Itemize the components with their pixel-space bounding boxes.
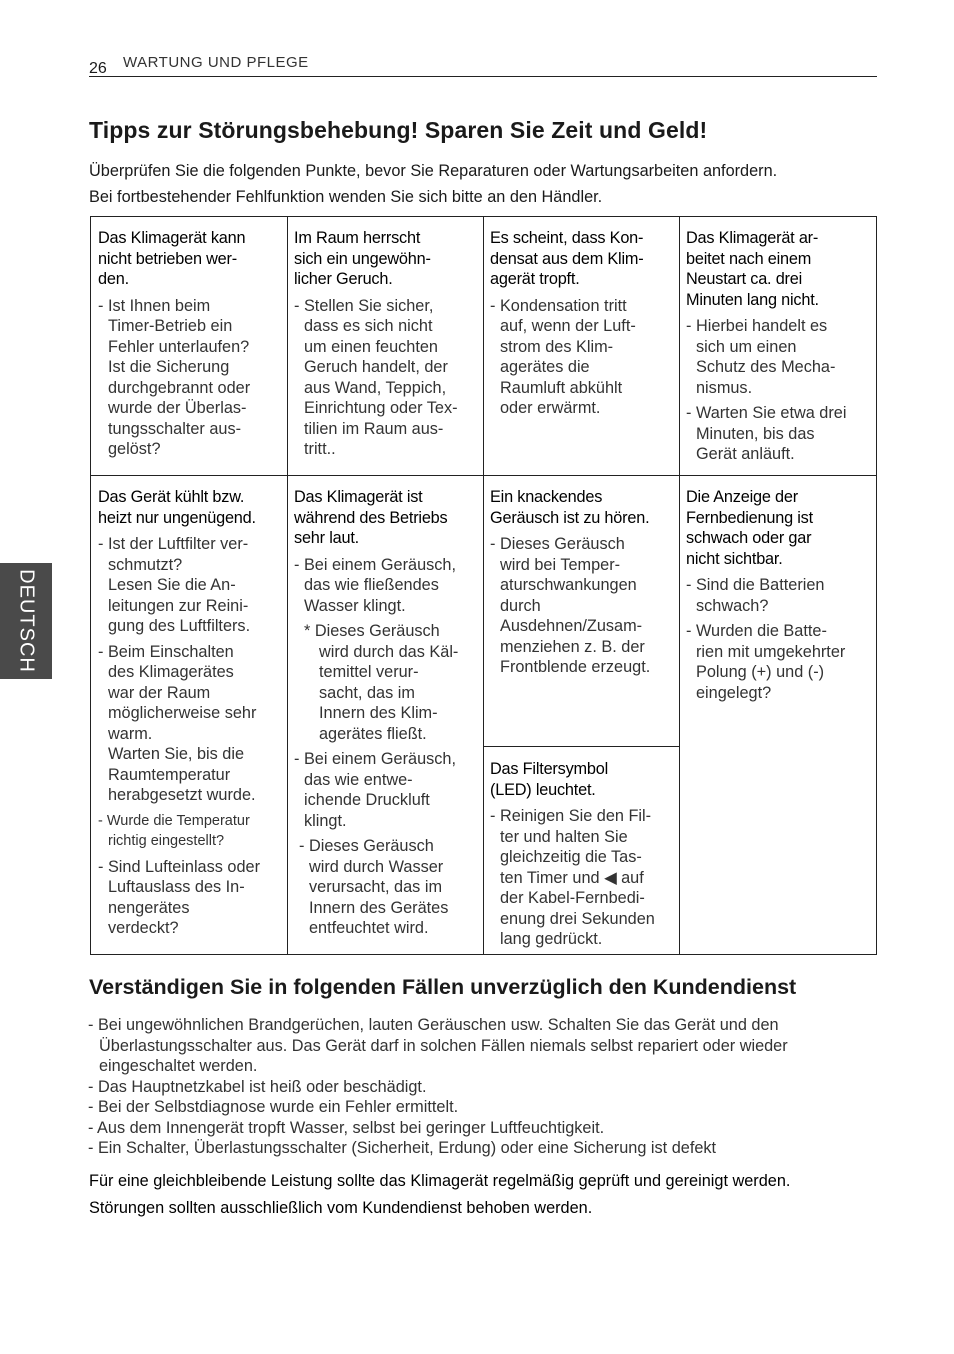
answer-line: Fehler unterlaufen? (108, 337, 250, 356)
footer-note (89, 1168, 790, 1222)
answer-line: ten Timer und ◀ auf (500, 868, 644, 887)
cell-answer (98, 296, 284, 460)
answer-line: Warten Sie, bis die (108, 745, 245, 763)
answer-line: agerätes fließt. (319, 724, 427, 743)
list-item: - Aus dem Innengerät tropft Wasser, selbst bei geringer Luftfeuchtigkeit. (88, 1118, 605, 1137)
answer-line: sich um einen (696, 337, 797, 356)
intro-text (89, 158, 777, 210)
answer-line: sacht, das im (319, 683, 415, 702)
cell-answer (294, 749, 480, 831)
question-line: licher Geruch. (294, 270, 393, 288)
cell-answer (686, 316, 872, 398)
table-cell (294, 228, 480, 465)
question-line: Es scheint, dass Kon- (490, 229, 644, 247)
answer-line: wird durch Wasser (309, 857, 444, 876)
cell-question (686, 487, 872, 569)
question-line: heizt nur ungenügend. (98, 508, 256, 527)
question-line: Neustart ca. drei (686, 270, 803, 288)
answer-line: ichende Druckluft (304, 791, 430, 809)
question-line: während des Betriebs (294, 508, 448, 527)
answer-line: durchgebrannt oder (108, 378, 251, 397)
answer-line: gung des Luftfilters. (108, 617, 251, 635)
list-item: - Das Hauptnetzkabel ist heiß oder beschädigt. (88, 1077, 427, 1096)
question-line: agerät tropft. (490, 270, 580, 288)
answer-line: wird bei Temper- (500, 555, 621, 574)
answer-line: lang gedrückt. (500, 930, 603, 948)
cell-answer (98, 811, 284, 852)
answer-line: wurde der Überlas- (108, 399, 247, 417)
list-item: - Bei der Selbstdiagnose wurde ein Fehler ermittelt. (88, 1098, 459, 1116)
question-line: (LED) leuchtet. (490, 780, 596, 799)
page-header (89, 52, 877, 77)
table-cell (490, 759, 676, 955)
answer-line: durch (500, 596, 541, 615)
cell-answer (304, 621, 480, 744)
cell-answer (98, 857, 284, 939)
answer-line: menziehen z. B. der (500, 637, 645, 656)
answer-line: Einrichtung oder Tex- (304, 399, 458, 417)
answer-line: strom des Klim- (500, 337, 614, 356)
answer-line: Geruch handelt, der (304, 358, 448, 376)
answer-line: gleichzeitig die Tas- (500, 848, 642, 866)
answer-line: das wie entwe- (304, 770, 413, 789)
cell-answer (686, 621, 872, 703)
answer-line: gelöst? (108, 440, 161, 458)
answer-line: leitungen zur Reini- (108, 596, 249, 615)
answer-line: verursacht, das im (309, 878, 443, 896)
question-line: Fernbedienung ist (686, 508, 813, 527)
question-line: sehr laut. (294, 529, 359, 547)
answer-line: Luftauslass des In- (108, 878, 245, 896)
answer-line: der Kabel-Fernbedi- (500, 889, 645, 907)
cell-question (490, 228, 676, 290)
question-line: Die Anzeige der (686, 488, 798, 506)
cell-answer (98, 642, 284, 806)
answer-line: warm. (108, 724, 153, 743)
question-line: den. (98, 270, 129, 288)
answer-line: - Sind Lufteinlass oder (98, 857, 261, 876)
answer-line: - Ist der Luftfilter ver- (98, 535, 249, 553)
table-divider (679, 217, 680, 954)
cell-answer (490, 806, 676, 950)
cell-question (294, 487, 480, 549)
answer-line: eingelegt? (696, 683, 772, 702)
answer-line: des Klimagerätes (108, 663, 234, 681)
table-cell (490, 487, 676, 683)
answer-line: - Hierbei handelt es (686, 317, 828, 335)
answer-line: richtig eingestellt? (108, 833, 225, 849)
footer-line: Störungen sollten ausschließlich vom Kundendienst behoben werden. (89, 1199, 593, 1217)
question-line: nicht sichtbar. (686, 549, 783, 568)
cell-answer (294, 296, 480, 460)
intro-line: Bei fortbestehender Fehlfunktion wenden Sie sich bitte an den Händler. (89, 188, 603, 206)
answer-line: Minuten, bis das (696, 424, 815, 443)
cell-answer (299, 836, 480, 939)
table-divider (91, 475, 876, 476)
question-line: Im Raum herrscht (294, 229, 421, 247)
answer-line: um einen feuchten (304, 337, 438, 356)
answer-line: - Wurden die Batte- (686, 622, 827, 640)
list-item: - Bei ungewöhnlichen Brandgerüchen, lauten Geräuschen usw. Schalten Sie das Gerät und den Überlastungsschalter aus. Das Gerät darf in solchen Fällen niemals selbst repariert oder wieder eingeschaltet werden. (88, 1016, 788, 1075)
service-list (88, 1015, 878, 1159)
table-cell (98, 487, 284, 944)
question-line: nicht betrieben wer- (98, 249, 237, 268)
answer-line: - Reinigen Sie den Fil- (490, 807, 652, 825)
cell-answer (294, 555, 480, 617)
question-line: beitet nach einem (686, 249, 812, 268)
cell-question (490, 759, 676, 800)
question-line: Das Klimagerät ar- (686, 229, 819, 247)
page-number: 26 (89, 60, 107, 77)
answer-line: nismus. (696, 378, 753, 397)
troubleshooting-table (90, 216, 877, 955)
answer-line: tritt.. (304, 440, 336, 458)
answer-line: Schutz des Mecha- (696, 358, 836, 376)
answer-line: Raumluft abkühlt (500, 378, 623, 397)
table-divider (483, 217, 484, 954)
answer-line: tungsschalter aus- (108, 419, 242, 438)
answer-line: agerätes die (500, 358, 590, 376)
answer-line: Wasser klingt. (304, 596, 406, 615)
answer-line: - Beim Einschalten (98, 642, 234, 661)
table-divider (287, 217, 288, 954)
question-line: densat aus dem Klim- (490, 249, 644, 268)
cell-question (98, 487, 284, 528)
answer-line: möglicherweise sehr (108, 704, 257, 722)
answer-line: aus Wand, Teppich, (304, 378, 447, 397)
answer-line: - Kondensation tritt (490, 296, 627, 315)
cell-question (98, 228, 284, 290)
answer-line: Frontblende erzeugt. (500, 658, 651, 676)
question-line: Geräusch ist zu hören. (490, 508, 650, 527)
question-line: Das Klimagerät ist (294, 488, 423, 506)
answer-line: verdeckt? (108, 919, 179, 937)
cell-answer (98, 534, 284, 637)
page-title: Tipps zur Störungsbehebung! Sparen Sie Zeit und Geld! (89, 117, 708, 143)
answer-line: - Dieses Geräusch (490, 535, 625, 553)
answer-line: - Bei einem Geräusch, (294, 555, 456, 574)
cell-question (490, 487, 676, 528)
answer-line: Raumtemperatur (108, 765, 231, 784)
table-cell (98, 228, 284, 465)
cell-question (686, 228, 872, 310)
answer-line: Innern des Klim- (319, 704, 438, 722)
cell-answer (490, 534, 676, 678)
answer-line: schmutzt? (108, 555, 183, 574)
answer-line: oder erwärmt. (500, 399, 601, 417)
answer-line: tilien im Raum aus- (304, 419, 444, 438)
table-cell (686, 228, 872, 470)
answer-line: Gerät anläuft. (696, 445, 795, 463)
service-title: Verständigen Sie in folgenden Fällen unverzüglich den Kundendienst (89, 975, 797, 999)
answer-line: * Dieses Geräusch (304, 622, 440, 640)
answer-line: - Sind die Batterien (686, 576, 825, 594)
section-title: WARTUNG UND PFLEGE (123, 54, 309, 71)
answer-line: temittel verur- (319, 663, 419, 681)
answer-line: - Warten Sie etwa drei (686, 404, 847, 422)
table-divider (483, 746, 680, 747)
answer-line: Timer-Betrieb ein (108, 317, 233, 335)
answer-line: - Dieses Geräusch (299, 837, 434, 855)
answer-line: Innern des Gerätes (309, 898, 449, 917)
cell-answer (686, 403, 872, 465)
answer-line: nengerätes (108, 898, 190, 917)
language-tab (0, 563, 52, 679)
answer-line: Ist die Sicherung (108, 358, 230, 376)
list-item: - Ein Schalter, Überlastungsschalter (Sicherheit, Erdung) oder eine Sicherung ist defekt (88, 1139, 717, 1157)
answer-line: war der Raum (108, 683, 211, 702)
answer-line: Polung (+) und (-) (696, 663, 825, 681)
answer-line: herabgesetzt wurde. (108, 786, 256, 804)
answer-line: aturschwankungen (500, 576, 637, 594)
answer-line: dass es sich nicht (304, 317, 433, 335)
footer-line: Für eine gleichbleibende Leistung sollte das Klimagerät regelmäßig geprüft und gereinigt werden. (89, 1172, 791, 1190)
table-cell (490, 228, 676, 424)
question-line: Ein knackendes (490, 488, 603, 506)
table-cell (686, 487, 872, 708)
cell-answer (686, 575, 872, 616)
table-cell (294, 487, 480, 944)
answer-line: Ausdehnen/Zusam- (500, 617, 643, 635)
answer-line: - Stellen Sie sicher, (294, 296, 434, 315)
language-label: DEUTSCH (15, 569, 38, 673)
answer-line: - Wurde die Temperatur (98, 812, 250, 829)
question-line: sich ein ungewöhn- (294, 249, 431, 268)
answer-line: schwach? (696, 596, 769, 615)
intro-line: Überprüfen Sie die folgenden Punkte, bevor Sie Reparaturen oder Wartungsarbeiten anfordern. (89, 162, 778, 180)
question-line: Das Klimagerät kann (98, 229, 246, 247)
cell-question (294, 228, 480, 290)
question-line: schwach oder gar (686, 529, 812, 547)
answer-line: enung drei Sekunden (500, 909, 655, 928)
question-line: Das Filtersymbol (490, 760, 609, 778)
answer-line: - Ist Ihnen beim (98, 296, 211, 315)
answer-line: ter und halten Sie (500, 827, 628, 846)
answer-line: entfeuchtet wird. (309, 919, 429, 937)
question-line: Minuten lang nicht. (686, 290, 819, 309)
question-line: Das Gerät kühlt bzw. (98, 488, 245, 506)
answer-line: klingt. (304, 811, 347, 830)
answer-line: wird durch das Käl- (319, 642, 459, 661)
cell-answer (490, 296, 676, 419)
answer-line: - Bei einem Geräusch, (294, 750, 456, 768)
answer-line: das wie fließendes (304, 576, 439, 594)
answer-line: auf, wenn der Luft- (500, 317, 636, 335)
answer-line: rien mit umgekehrter (696, 642, 846, 661)
answer-line: Lesen Sie die An- (108, 576, 236, 594)
